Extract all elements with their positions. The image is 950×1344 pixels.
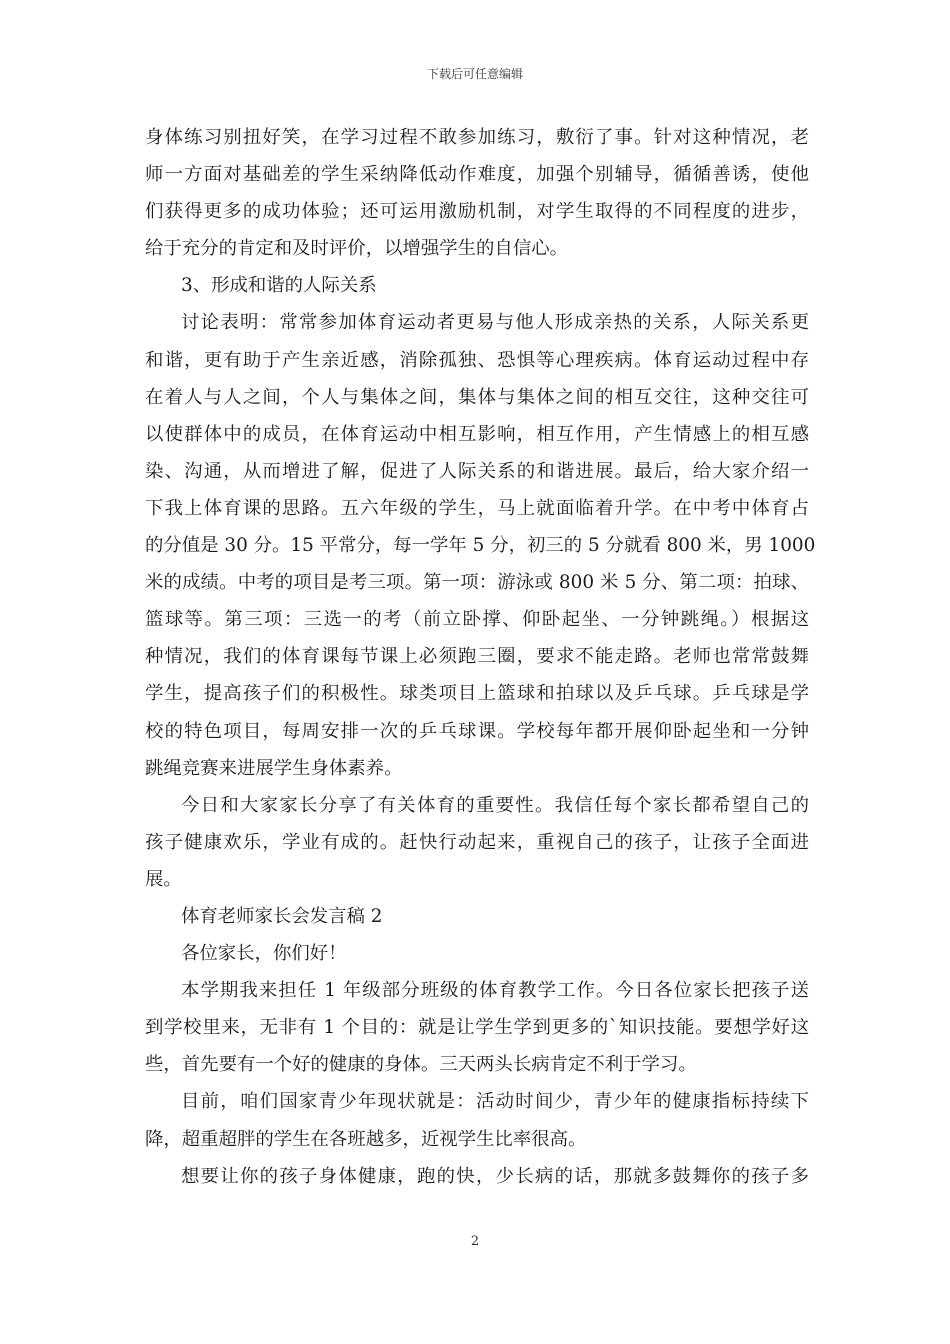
text-line: 到学校里来，无非有 1 个目的：就是让学生学到更多的`知识技能。要想学好这 <box>145 1017 809 1039</box>
text-line: 篮球等。第三项：三选一的考（前立卧撑、仰卧起坐、一分钟跳绳。）根据这 <box>145 609 809 631</box>
text-line: 身体练习别扭好笑，在学习过程不敢参加练习，敷衍了事。针对这种情况，老 <box>145 127 809 148</box>
page-number: 2 <box>470 1234 480 1249</box>
text-line: 本学期我来担任 1 年级部分班级的体育教学工作。今日各位家长把孩子送 <box>181 980 809 1002</box>
text-line: 和谐，更有助于产生亲近感，消除孤独、恐惧等心理疾病。体育运动过程中存 <box>145 349 809 371</box>
text-line: 校的特色项目，每周安排一次的乒乓球课。学校每年都开展仰卧起坐和一分钟 <box>145 720 809 742</box>
page-header: 下载后可任意编辑 <box>426 67 523 81</box>
text-line: 米的成绩。中考的项目是考三项。第一项：游泳或 800 米 5 分、第二项：拍球、 <box>145 572 809 594</box>
text-line: 的分值是 30 分。15 平常分，每一学年 5 分，初三的 5 分就看 800 米，男 1000 <box>145 535 816 557</box>
text-line: 体育老师家长会发言稿 2 <box>181 905 383 927</box>
text-line: 今日和大家家长分享了有关体育的重要性。我信任每个家长都希望自己的 <box>181 794 809 816</box>
document-body <box>145 119 816 1195</box>
text-line: 孩子健康欢乐，学业有成的。赶快行动起来，重视自己的孩子，让孩子全面进 <box>145 831 809 853</box>
text-line: 下我上体育课的思路。五六年级的学生，马上就面临着升学。在中考中体育占 <box>145 497 809 519</box>
text-line: 染、沟通，从而增进了解，促进了人际关系的和谐进展。最后，给大家介绍一 <box>145 460 809 482</box>
text-line: 在着人与人之间，个人与集体之间，集体与集体之间的相互交往，这种交往可 <box>145 386 809 408</box>
text-line: 种情况，我们的体育课每节课上必须跑三圈，要求不能走路。老师也常常鼓舞 <box>145 646 809 668</box>
text-line: 想要让你的孩子身体健康，跑的快，少长病的话，那就多鼓舞你的孩子多 <box>181 1165 809 1187</box>
text-line: 展。 <box>145 868 182 890</box>
text-line: 们获得更多的成功体验；还可运用激励机制，对学生取得的不同程度的进步， <box>145 201 809 223</box>
text-line: 降，超重超胖的学生在各班越多，近视学生比率很高。 <box>145 1128 587 1150</box>
text-line: 给于充分的肯定和及时评价，以增强学生的自信心。 <box>145 238 568 260</box>
text-line: 目前，咱们国家青少年现状就是：活动时间少，青少年的健康指标持续下 <box>181 1091 809 1113</box>
text-line: 3、形成和谐的人际关系 <box>181 275 377 297</box>
text-line: 以使群体中的成员，在体育运动中相互影响，相互作用，产生情感上的相互感 <box>145 423 809 445</box>
text-line: 各位家长，你们好！ <box>181 943 347 965</box>
text-line: 师一方面对基础差的学生采纳降低动作难度，加强个别辅导，循循善诱，使他 <box>145 164 809 186</box>
text-line: 讨论表明：常常参加体育运动者更易与他人形成亲热的关系，人际关系更 <box>181 312 809 334</box>
text-line: 跳绳竞赛来进展学生身体素养。 <box>145 757 403 779</box>
text-line: 学生，提高孩子们的积极性。球类项目上篮球和拍球以及乒乓球。乒乓球是学 <box>145 683 809 705</box>
text-line: 些，首先要有一个好的健康的身体。三天两头长病肯定不利于学习。 <box>145 1054 697 1076</box>
